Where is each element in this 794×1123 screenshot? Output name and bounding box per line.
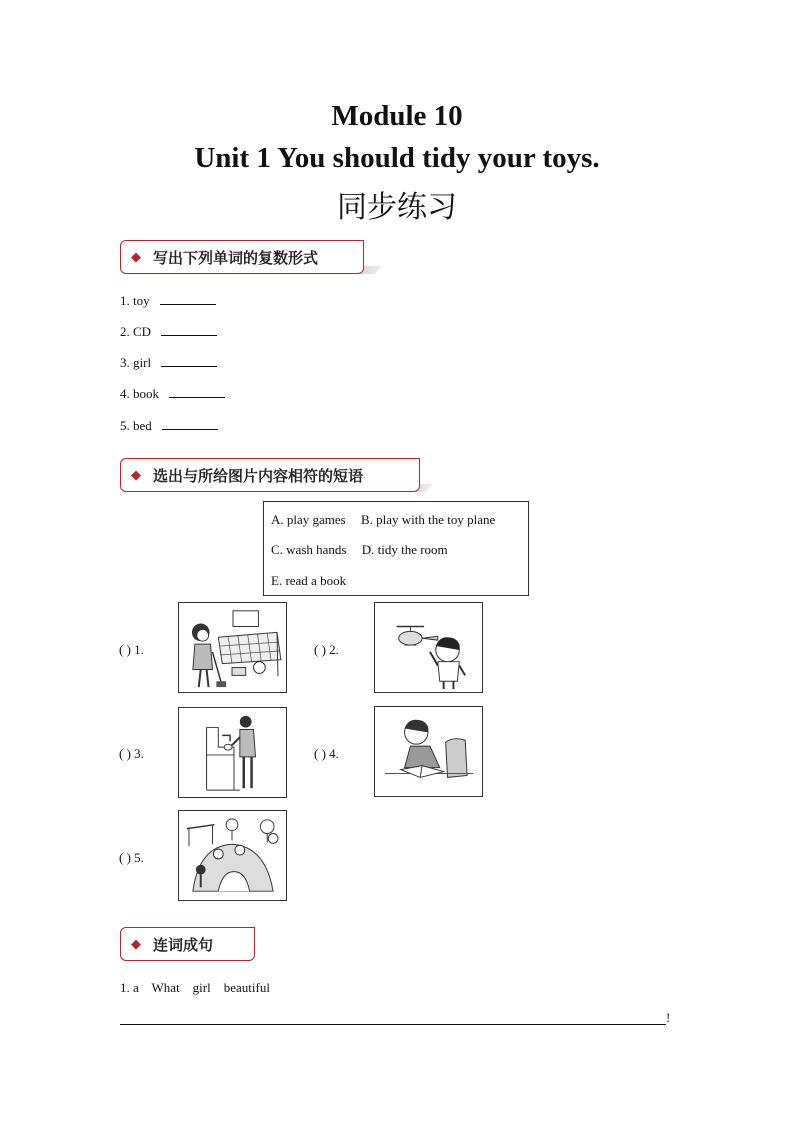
diamond-icon: ◆: [131, 936, 141, 952]
plural-item-1: 1. toy: [120, 292, 216, 309]
answer-bracket[interactable]: ( ): [119, 746, 131, 761]
plural-item-4: 4. book: [120, 385, 225, 402]
answer-bracket[interactable]: ( ): [119, 642, 131, 657]
section-3-header: [120, 927, 255, 963]
picture-tidy-room: [178, 602, 287, 693]
options-row-2: [271, 542, 448, 558]
options-row-3: [271, 573, 346, 589]
section-3-heading: 连词成句: [153, 935, 214, 954]
section-2-header: [120, 458, 432, 494]
answer-blank[interactable]: [160, 292, 216, 305]
section-1-box: [120, 240, 364, 274]
read-book-illustration: [375, 707, 482, 796]
options-row-1: [271, 512, 495, 528]
picture-wash-hands: [178, 707, 287, 798]
picture-play-games: [178, 810, 287, 901]
section-2-heading: 选出与所给图片内容相符的短语: [153, 466, 364, 485]
options-box: [263, 501, 529, 596]
section-2-box: [120, 458, 420, 492]
question-2: ( ) 2.: [314, 642, 339, 657]
answer-bracket[interactable]: ( ): [314, 746, 326, 761]
picture-read-book: [374, 706, 483, 797]
plural-item-2: 2. CD: [120, 323, 217, 340]
answer-line[interactable]: [120, 1024, 666, 1025]
question-5: ( ) 5.: [119, 850, 144, 865]
answer-bracket[interactable]: ( ): [314, 642, 326, 657]
tidy-room-illustration: [179, 603, 286, 692]
module-title: Module 10: [331, 100, 463, 132]
plural-item-5: 5. bed: [120, 417, 218, 434]
option-a: A. play games: [271, 512, 346, 527]
section-1-header: [120, 240, 382, 276]
diamond-icon: ◆: [131, 249, 141, 265]
section-1-heading: 写出下列单词的复数形式: [153, 248, 319, 267]
plural-item-3: 3. girl: [120, 354, 217, 371]
wash-hands-illustration: [179, 708, 286, 797]
question-1: ( ) 1.: [119, 642, 144, 657]
question-3: ( ) 3.: [119, 746, 144, 761]
section-3-box: [120, 927, 255, 961]
option-b: B. play with the toy plane: [360, 512, 496, 527]
answer-blank[interactable]: [161, 354, 217, 367]
picture-toy-plane: [374, 602, 483, 693]
answer-blank[interactable]: [162, 417, 218, 430]
worksheet-subtitle: 同步练习: [337, 190, 457, 225]
end-mark: !: [666, 1010, 671, 1025]
diamond-icon: ◆: [131, 467, 141, 483]
toy-plane-illustration: [375, 603, 482, 692]
option-e: E. read a book: [271, 573, 347, 588]
unit-title: Unit 1 You should tidy your toys.: [194, 142, 600, 174]
option-d: D. tidy the room: [361, 542, 448, 557]
answer-blank[interactable]: [161, 323, 217, 336]
answer-bracket[interactable]: ( ): [119, 850, 131, 865]
answer-blank[interactable]: [169, 385, 225, 398]
question-4: ( ) 4.: [314, 746, 339, 761]
sentence-item-1: 1. a What girl beautiful: [120, 980, 270, 995]
option-c: C. wash hands: [271, 542, 347, 557]
play-games-illustration: [179, 811, 286, 900]
